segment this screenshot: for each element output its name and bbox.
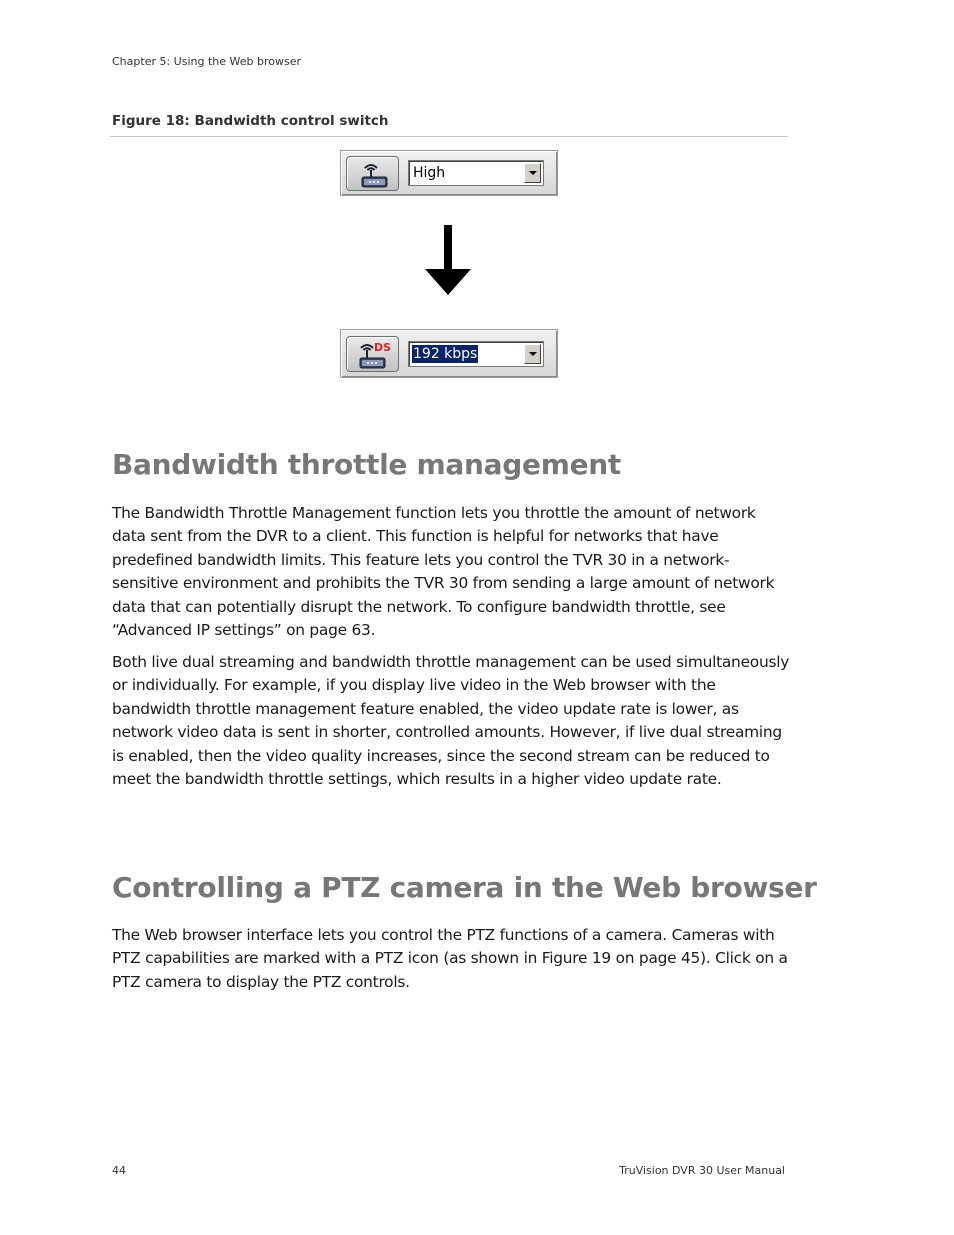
bandwidth-control-high (340, 150, 558, 196)
paragraph: The Bandwidth Throttle Management function lets you throttle the amount of network data sent from the DVR to a client. This function is helpful for networks that have predefined bandwidth limits. This feature lets you control the TVR 30 in a network-sensitive environment and prohibits the TVR 30 from sending a large amount of network data that can potentially disrupt the network. To configure bandwidth throttle, see “Advanced IP settings” on page 63. (112, 504, 775, 640)
dropdown-arrow-button[interactable] (524, 163, 541, 183)
dropdown-arrow-button[interactable] (524, 344, 541, 364)
bandwidth-toggle-button[interactable] (346, 336, 399, 372)
bandwidth-control-192kbps (340, 329, 558, 378)
manual-title: TruVision DVR 30 User Manual (619, 1164, 785, 1177)
bandwidth-value: 192 kbps (413, 346, 478, 362)
bandwidth-dropdown[interactable] (408, 160, 544, 186)
bandwidth-dropdown[interactable] (408, 341, 544, 367)
section-heading-ptz: Controlling a PTZ camera in the Web browser (112, 871, 817, 904)
bandwidth-value: High (413, 165, 446, 181)
down-arrow-icon (424, 225, 472, 297)
section-heading-bandwidth: Bandwidth throttle management (112, 448, 621, 481)
paragraph: Both live dual streaming and bandwidth throttle management can be used simultaneously or individually. For example, if you display live video in the Web browser with the bandwidth throttle management feature enabled, the video update rate is lower, as network video data is sent in shorter, controlled amounts. However, if live dual streaming is enabled, then the video quality increases, since the second stream can be reduced to meet the bandwidth throttle settings, which results in a higher video update rate. (112, 653, 790, 789)
paragraph: The Web browser interface lets you control the PTZ functions of a camera. Cameras with PTZ capabilities are marked with a PTZ icon (as shown in Figure 19 on page 45). Click on a PTZ camera to display the PTZ controls. (112, 926, 788, 991)
bandwidth-toggle-button[interactable] (346, 156, 399, 191)
ds-badge: DS (374, 341, 392, 354)
network-icon (347, 157, 400, 192)
page-number: 44 (112, 1164, 126, 1177)
network-ds-icon (347, 337, 400, 373)
chapter-header: Chapter 5: Using the Web browser (112, 55, 302, 68)
figure-caption: Figure 18: Bandwidth control switch (112, 113, 389, 129)
caption-divider (110, 136, 788, 137)
